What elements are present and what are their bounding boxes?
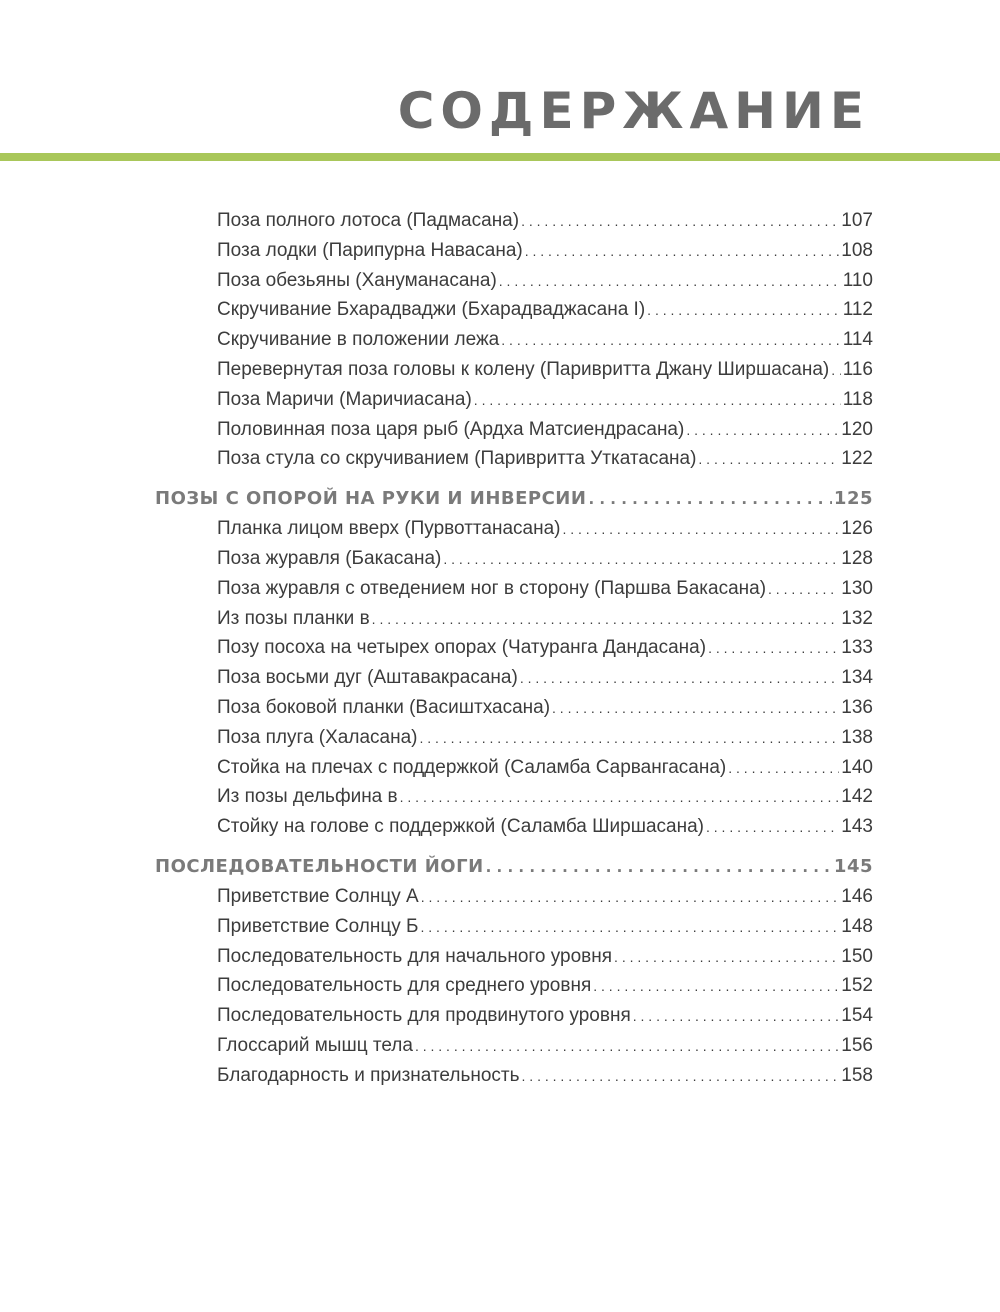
toc-entry-label: Поза журавля (Бакасана) [217, 547, 442, 569]
toc-group-2 [155, 514, 873, 842]
toc-entry-label: Перевернутая поза головы к колену (Паривритта Джану Ширшасана) [217, 358, 830, 380]
toc-section-heading[interactable] [155, 484, 873, 514]
toc-entry-label: Поза плуга (Халасана) [217, 726, 418, 748]
toc-entry[interactable] [155, 266, 873, 296]
leader-dots [419, 723, 839, 754]
leader-dots [588, 484, 831, 515]
toc-entry[interactable] [155, 753, 873, 783]
toc-entry[interactable] [155, 633, 873, 663]
toc-entry-label: Стойка на плечах с поддержкой (Саламба Сарвангасана) [217, 756, 727, 778]
toc-entry-label: Последовательность для среднего уровня [217, 975, 592, 997]
toc-entry[interactable] [155, 1001, 873, 1031]
leader-dots [728, 753, 839, 784]
toc-entry-page: 118 [842, 388, 873, 410]
toc-entry-label: Поза восьми дуг (Аштавакрасана) [217, 667, 518, 689]
toc-entry[interactable] [155, 971, 873, 1001]
toc-entry-page: 152 [841, 975, 873, 997]
toc-entry-label: Из позы дельфина в [217, 786, 398, 808]
leader-dots [562, 514, 839, 545]
toc-entry-label: Стойку на голове с поддержкой (Саламба Ширшасана) [217, 816, 704, 838]
section-heading-page: 145 [833, 855, 873, 877]
toc-entry[interactable] [155, 723, 873, 753]
toc-entry[interactable] [155, 514, 873, 544]
leader-dots [525, 236, 840, 267]
toc-entry-page: 130 [841, 577, 873, 599]
toc-entry-page: 136 [841, 696, 873, 718]
toc-entry-label: Из позы планки в [217, 607, 370, 629]
toc-entry-page: 128 [841, 547, 873, 569]
toc-entry-label: Глоссарий мышц тела [217, 1034, 413, 1056]
toc-entry[interactable] [155, 882, 873, 912]
toc-entry[interactable] [155, 206, 873, 236]
toc-entry-label: Скручивание в положении лежа [217, 329, 500, 351]
table-of-contents [155, 206, 873, 1091]
toc-entry-label: Благодарность и признательность [217, 1064, 520, 1086]
toc-entry-page: 120 [841, 418, 873, 440]
toc-entry[interactable] [155, 942, 873, 972]
toc-entry-page: 156 [841, 1034, 873, 1056]
toc-entry-label: Скручивание Бхарадваджи (Бхарадваджасана I) [217, 299, 646, 321]
leader-dots [421, 882, 840, 913]
leader-dots [420, 912, 839, 943]
leader-dots [474, 385, 841, 416]
toc-entry-page: 112 [842, 299, 873, 321]
toc-entry[interactable] [155, 355, 873, 385]
leader-dots [706, 812, 839, 843]
toc-entry-page: 154 [841, 1005, 873, 1027]
toc-entry-label: Последовательность для начального уровня [217, 945, 613, 967]
leader-dots [522, 1061, 840, 1092]
toc-entry-label: Последовательность для продвинутого уровня [217, 1005, 631, 1027]
toc-entry-page: 107 [841, 210, 873, 231]
toc-entry[interactable] [155, 574, 873, 604]
toc-entry[interactable] [155, 1031, 873, 1061]
toc-entry-page: 114 [842, 329, 873, 351]
leader-dots [647, 295, 841, 326]
leader-dots [698, 444, 839, 475]
toc-group-3 [155, 882, 873, 1091]
toc-entry-label: Поза лодки (Парипурна Навасана) [217, 239, 523, 261]
toc-entry-label: Поза Маричи (Маричиасана) [217, 388, 472, 410]
toc-entry-label: Половинная поза царя рыб (Ардха Матсиендрасана) [217, 418, 685, 440]
toc-entry-label: Поза журавля с отведением ног в сторону (Паршва Бакасана) [217, 577, 767, 599]
toc-entry-page: 140 [841, 756, 873, 778]
leader-dots [633, 1001, 840, 1032]
leader-dots [400, 782, 840, 813]
leader-dots [520, 663, 839, 694]
leader-dots [443, 544, 839, 575]
leader-dots [708, 633, 839, 664]
toc-entry-page: 150 [841, 945, 873, 967]
toc-entry-page: 108 [841, 239, 873, 261]
toc-entry-page: 134 [841, 667, 873, 689]
toc-section-heading[interactable] [155, 852, 873, 882]
page-title: СОДЕРЖАНИЕ [397, 82, 870, 140]
leader-dots [768, 574, 839, 605]
leader-dots [501, 325, 840, 356]
toc-entry-label: Приветствие Солнцу Б [217, 915, 419, 937]
toc-entry-page: 158 [841, 1064, 873, 1086]
leader-dots [593, 971, 839, 1002]
toc-entry-page: 116 [842, 358, 873, 380]
leader-dots [614, 942, 839, 973]
leader-dots [552, 693, 839, 724]
toc-entry-page: 146 [841, 885, 873, 907]
section-heading-page: 125 [833, 488, 873, 510]
toc-entry-label: Приветствие Солнцу А [217, 885, 419, 907]
toc-entry-label: Поза полного лотоса (Падмасана) [217, 210, 520, 231]
toc-entry[interactable] [155, 236, 873, 266]
toc-entry[interactable] [155, 325, 873, 355]
leader-dots [686, 415, 839, 446]
toc-entry-page: 110 [842, 269, 873, 291]
toc-entry-page: 143 [841, 816, 873, 838]
section-heading-label: ПОЗЫ С ОПОРОЙ НА РУКИ И ИНВЕРСИИ [155, 488, 587, 510]
toc-entry-page: 126 [841, 518, 873, 540]
toc-entry-label: Планка лицом вверх (Пурвоттанасана) [217, 518, 561, 540]
toc-entry[interactable] [155, 912, 873, 942]
toc-entry-page: 142 [841, 786, 873, 808]
leader-dots [521, 206, 839, 237]
toc-entry-page: 122 [841, 448, 873, 470]
toc-group-1 [155, 206, 873, 474]
leader-dots [486, 852, 832, 883]
toc-entry[interactable] [155, 812, 873, 842]
toc-entry-label: Поза стула со скручиванием (Паривритта Уткатасана) [217, 448, 697, 470]
toc-entry[interactable] [155, 385, 873, 415]
toc-entry-page: 138 [841, 726, 873, 748]
toc-entry[interactable] [155, 782, 873, 812]
toc-entry[interactable] [155, 604, 873, 634]
leader-dots [499, 266, 841, 297]
toc-entry-label: Позу посоха на четырех опорах (Чатуранга Дандасана) [217, 637, 707, 659]
section-heading-label: ПОСЛЕДОВАТЕЛЬНОСТИ ЙОГИ [155, 855, 484, 877]
leader-dots [415, 1031, 839, 1062]
toc-entry-page: 133 [841, 637, 873, 659]
toc-entry[interactable] [155, 295, 873, 325]
toc-entry[interactable] [155, 663, 873, 693]
toc-entry[interactable] [155, 544, 873, 574]
toc-entry[interactable] [155, 693, 873, 723]
toc-entry[interactable] [155, 1061, 873, 1091]
toc-entry-page: 132 [841, 607, 873, 629]
toc-entry[interactable] [155, 444, 873, 474]
leader-dots [831, 355, 840, 386]
toc-entry[interactable] [155, 415, 873, 445]
accent-divider [0, 153, 1000, 161]
toc-entry-label: Поза обезьяны (Хануманасана) [217, 269, 497, 291]
toc-entry-label: Поза боковой планки (Васиштхасана) [217, 696, 551, 718]
leader-dots [372, 604, 840, 635]
toc-entry-page: 148 [841, 915, 873, 937]
